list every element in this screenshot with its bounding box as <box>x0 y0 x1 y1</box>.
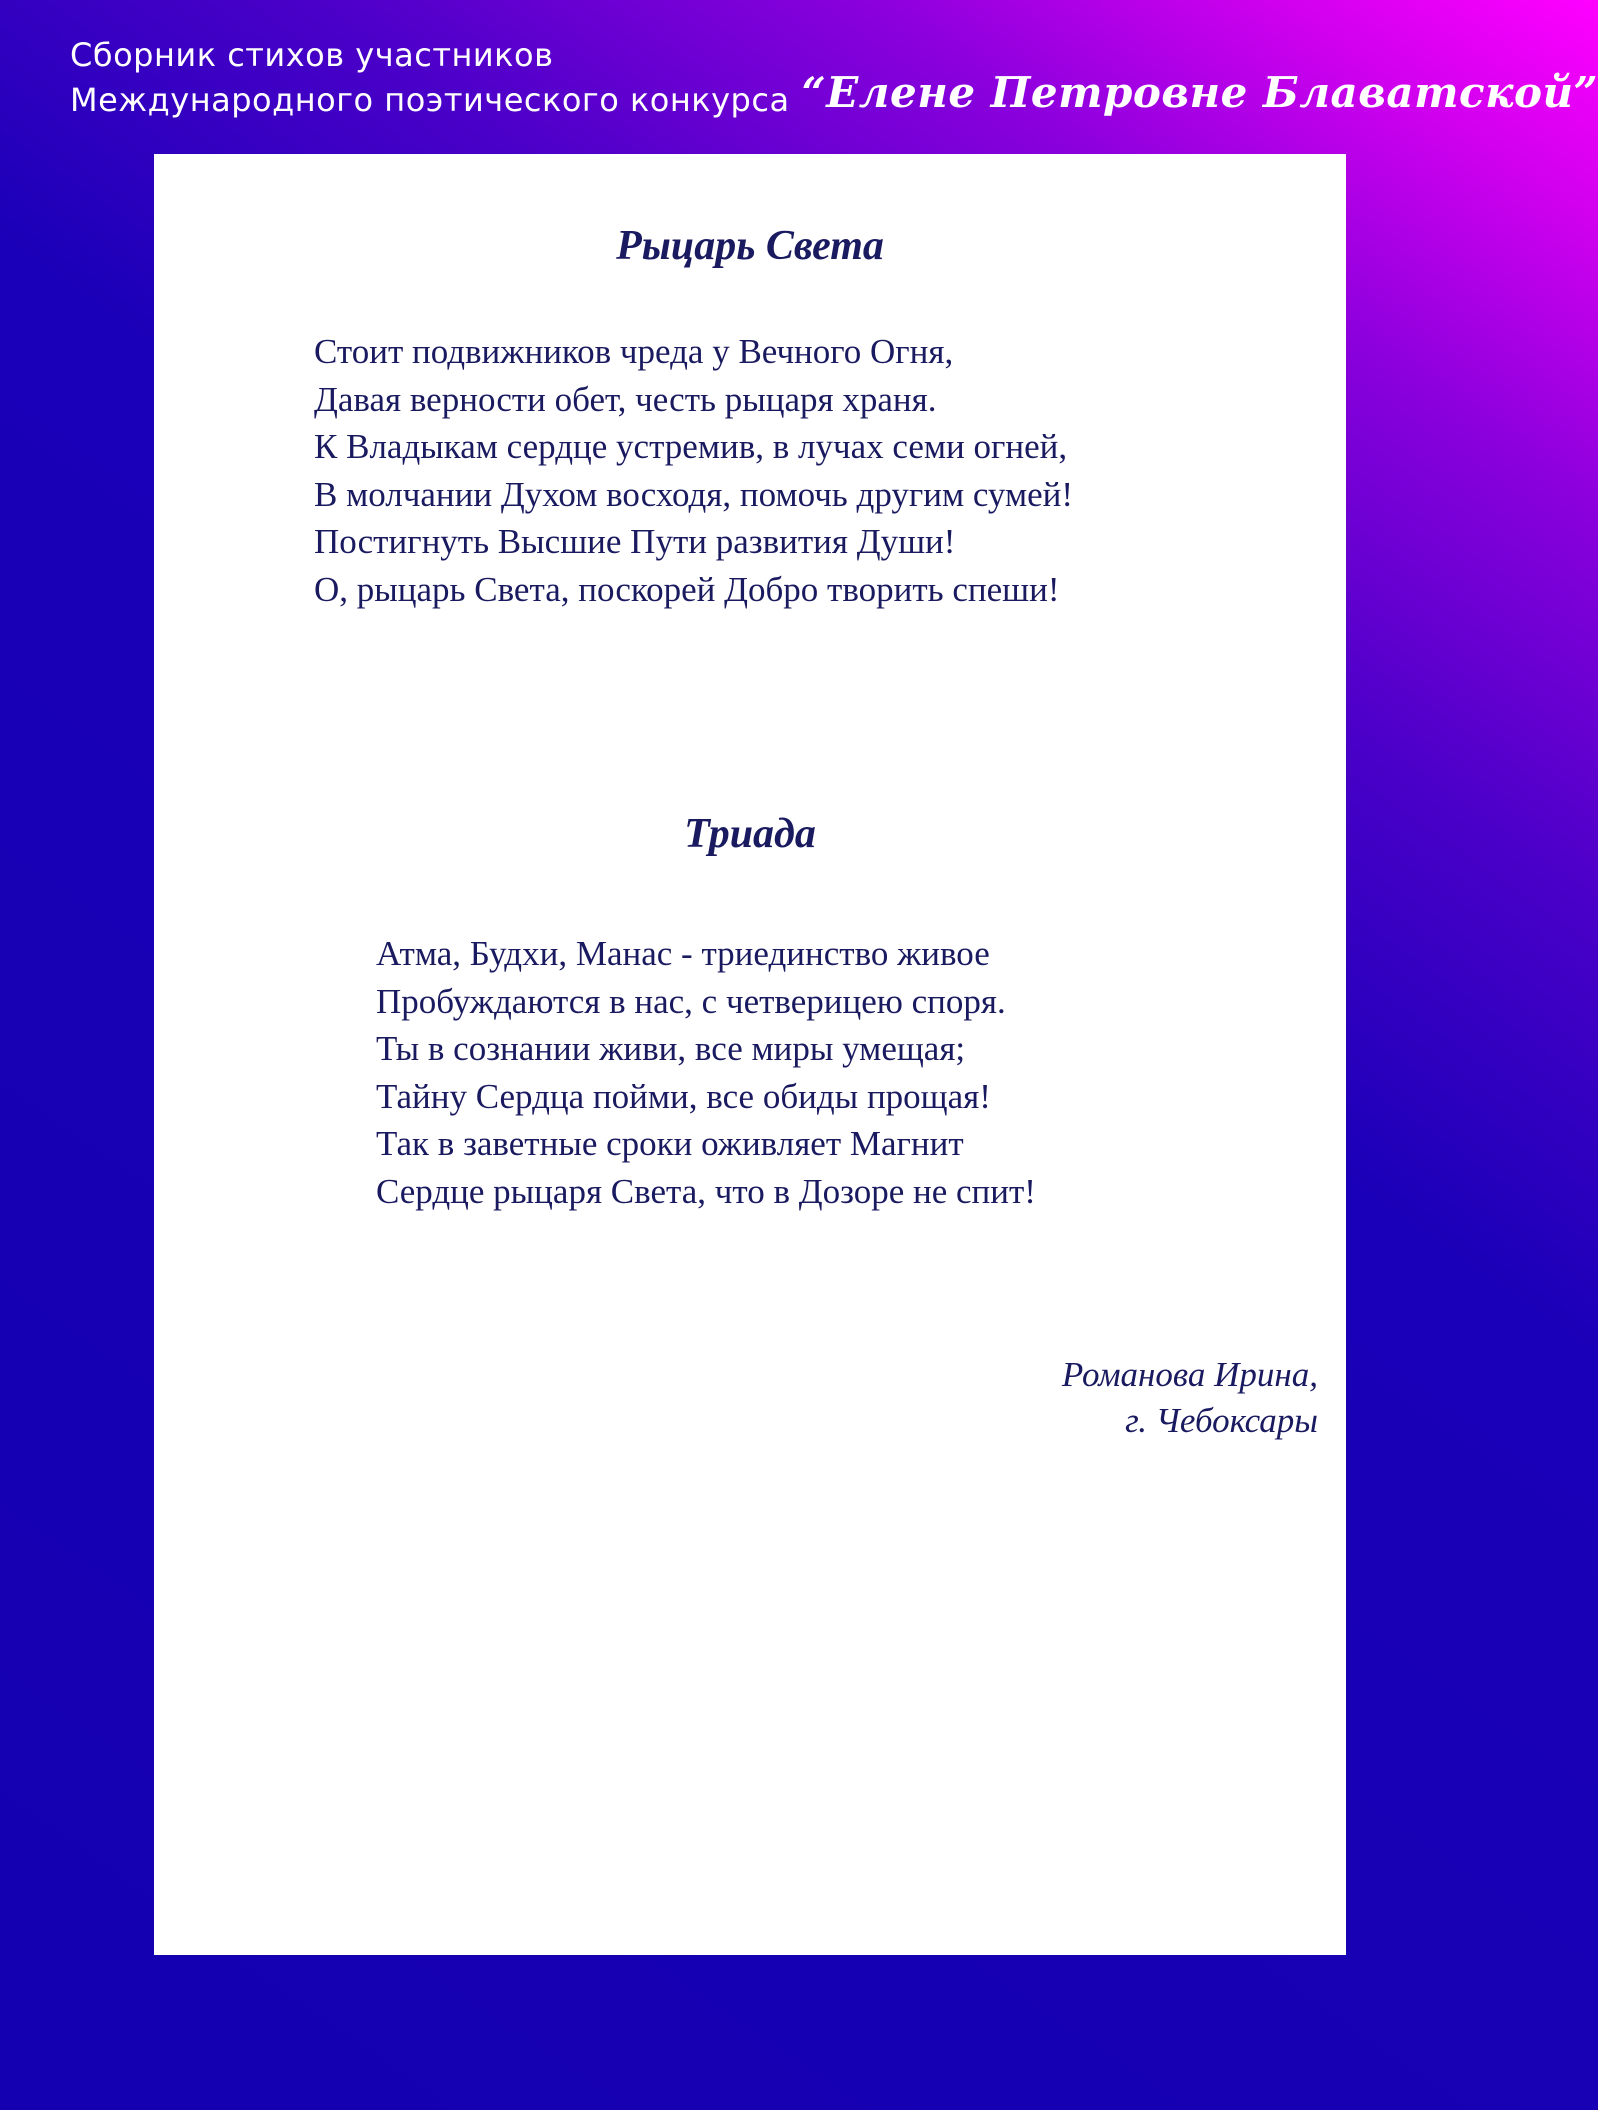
author-signature <box>1062 1352 1318 1444</box>
poem-stanza-knight-of-light <box>314 328 1073 613</box>
author-name: Романова Ирина, <box>1061 1355 1318 1394</box>
poem-line: К Владыкам сердце устремив, в лучах семи огней, <box>314 427 1068 466</box>
poem-stanza-triad <box>376 930 1036 1215</box>
poem-line: Так в заветные сроки оживляет Магнит <box>376 1124 964 1163</box>
poem-line: Пробуждаются в нас, с четверицею споря. <box>376 981 1006 1021</box>
poem-line: Атма, Будхи, Манас - триединство живое <box>376 934 990 973</box>
poem-page <box>154 154 1346 1955</box>
poem-line: Стоит подвижников чреда у Вечного Огня, <box>314 332 954 371</box>
poem-line: Сердце рыцаря Света, что в Дозоре не спит! <box>376 1171 1036 1211</box>
collection-header <box>70 34 1598 121</box>
poem-line: Постигнуть Высшие Пути развития Души! <box>314 522 956 561</box>
header-line-2-prefix: Международного поэтического конкурса <box>70 81 790 119</box>
author-city: г. Чебоксары <box>1125 1401 1318 1440</box>
poem-title-knight-of-light: Рыцарь Света <box>616 223 884 269</box>
poem-line: О, рыцарь Света, поскорей Добро творить спеши! <box>314 569 1060 609</box>
contest-name: “Елене Петровне Блаватской” <box>801 68 1598 117</box>
poem-line: Давая верности обет, честь рыцаря храня. <box>314 379 937 419</box>
poem-title-triad: Триада <box>684 811 816 857</box>
header-line-2 <box>70 68 1598 121</box>
poem-line: Тайну Сердца пойми, все обиды прощая! <box>376 1076 991 1116</box>
header-line-1: Сборник стихов участников <box>70 36 554 74</box>
poem-line: В молчании Духом восходя, помочь другим сумей! <box>314 474 1074 514</box>
poem-line: Ты в сознании живи, все миры умещая; <box>376 1029 966 1068</box>
